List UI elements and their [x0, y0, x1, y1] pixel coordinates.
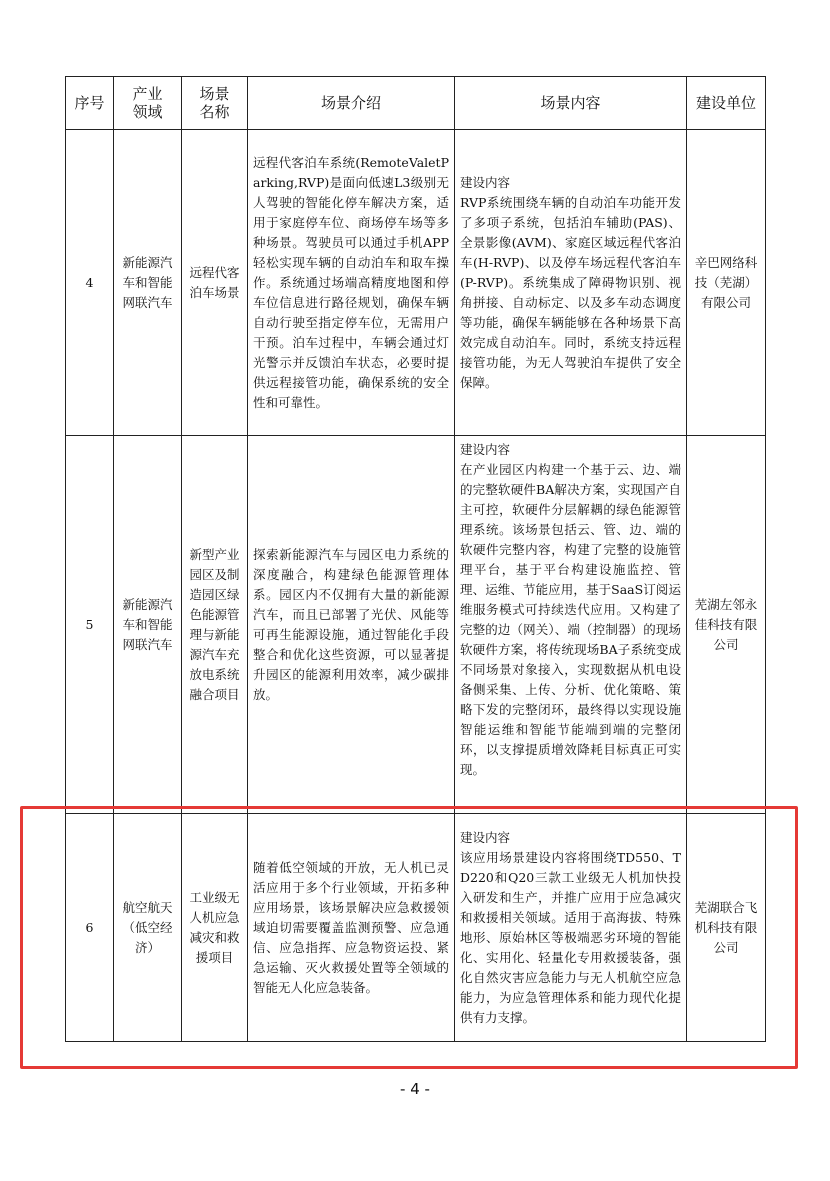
highlight-box	[20, 806, 798, 1069]
header-industry-line-1: 产业	[132, 85, 163, 103]
row-content	[455, 130, 687, 436]
row-content-heading: 建设内容	[460, 829, 511, 845]
header-intro: 场景介绍	[248, 77, 455, 130]
header-scene-name-line-1: 场景	[199, 85, 230, 103]
row-intro: 远程代客泊车系统(RemoteValetParking,RVP)是面向低速L3级别无人驾驶的智能化停车解决方案，适用于家庭停车位、商场停车场等多种场景。驾驶员可以通过手机APP轻松实现车辆的自动泊车和取车操作。系统通过场端高精度地图和停车位信息进行路径规划，确保车辆自动行驶至指定停车位，无需用户干预。泊车过程中，车辆会通过灯光警示并反馈泊车状态，必要时提供远程接管功能，确保系统的安全性和可靠性。	[248, 130, 455, 436]
row-intro: 随着低空领域的开放，无人机已灵活应用于多个行业领域，开拓多种应用场景，该场景解决应急救援领域迫切需要覆盖监测预警、应急通信、应急指挥、应急物资运投、紧急运输、灭火救援处置等全领域的智能无人化应急装备。	[248, 814, 455, 1042]
header-scene-name	[182, 77, 248, 130]
header-scene-name-line-2: 名称	[199, 103, 230, 121]
row-num: 6	[66, 814, 114, 1042]
row-scene-name: 新型产业园区及制造园区绿色能源管理与新能源汽车充放电系统融合项目	[182, 436, 248, 814]
row-content-body: RVP系统围绕车辆的自动泊车功能开发了多项子系统，包括泊车辅助(PAS)、全景影像(AVM)、家庭区域远程代客泊车(H-RVP)、以及停车场远程代客泊车(P-RVP)。系统集成了障碍物识别、视角拼接、自动标定、以及多车动态调度等功能，确保车辆能够在各种场景下高效完成自动泊车。同时，系统支持远程接管功能，为无人驾驶泊车提供了安全保障。	[460, 194, 681, 390]
row-scene-name: 工业级无人机应急减灾和救援项目	[182, 814, 248, 1042]
row-content-body: 该应用场景建设内容将围绕TD550、TD220和Q20三款工业级无人机加快投入研发和生产，并推广应用于应急减灾和救援相关领域。适用于高海拔、特殊地形、原始林区等极端恶劣环境的智能化、实用化、轻量化专用救援装备，强化自然灾害应急能力与无人机航空应急能力，为应急管理体系和能力现代化提供有力支撑。	[460, 849, 681, 1025]
row-builder: 芜湖联合飞机科技有限公司	[687, 814, 766, 1042]
row-content	[455, 436, 687, 814]
row-scene-name: 远程代客泊车场景	[182, 130, 248, 436]
row-content-heading: 建设内容	[460, 174, 511, 190]
page-number: - 4 -	[400, 1080, 430, 1098]
header-content: 场景内容	[455, 77, 687, 130]
row-industry: 航空航天（低空经济）	[114, 814, 182, 1042]
table-row	[66, 130, 766, 436]
header-num: 序号	[66, 77, 114, 130]
header-industry-line-2: 领域	[132, 103, 163, 121]
row-content-body: 在产业园区内构建一个基于云、边、端的完整软硬件BA解决方案，实现国产自主可控，软硬件分层解耦的绿色能源管理系统。该场景包括云、管、边、端的软硬件完整内容，构建了完整的设施管理平台，基于平台构建设施监控、管理、运维、节能应用，基于SaaS订阅运维服务模式可持续迭代应用。又构建了完整的边（网关）、端（控制器）的现场软硬件方案，将传统现场BA子系统变成不同场景对象接入，实现数据从机电设备侧采集、上传、分析、优化策略、策略下发的完整闭环，最终得以实现设施智能运维和智能节能端到端的完整闭环，以支撑提质增效降耗目标真正可实现。	[460, 462, 681, 777]
row-num: 4	[66, 130, 114, 436]
header-builder: 建设单位	[687, 77, 766, 130]
row-industry: 新能源汽车和智能网联汽车	[114, 436, 182, 814]
row-intro: 探索新能源汽车与园区电力系统的深度融合，构建绿色能源管理体系。园区内不仅拥有大量的新能源汽车，而且已部署了光伏、风能等可再生能源设施，通过智能化手段整合和优化这些资源，可以显著提升园区的能源利用效率，减少碳排放。	[248, 436, 455, 814]
row-builder: 芜湖左邻永佳科技有限公司	[687, 436, 766, 814]
row-builder: 辛巴网络科技（芜湖）有限公司	[687, 130, 766, 436]
header-industry	[114, 77, 182, 130]
table-header-row	[66, 77, 766, 130]
row-industry: 新能源汽车和智能网联汽车	[114, 130, 182, 436]
table-row	[66, 436, 766, 814]
row-content-heading: 建设内容	[460, 442, 511, 457]
row-num: 5	[66, 436, 114, 814]
